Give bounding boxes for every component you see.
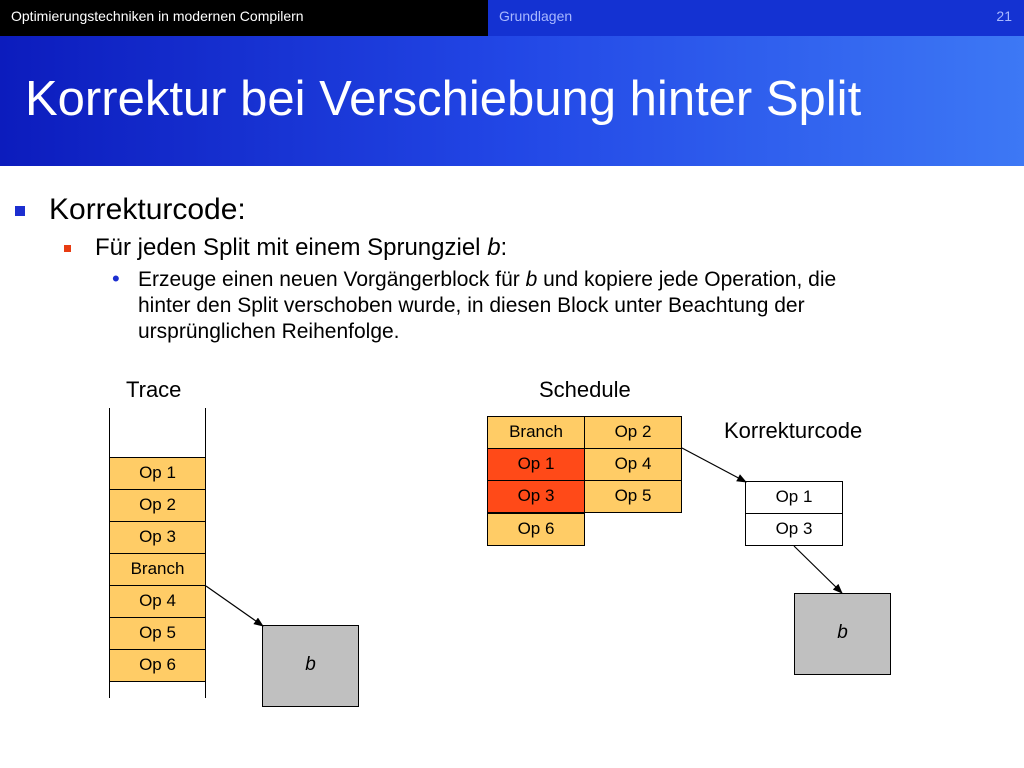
schedule-op-5: Op 5 <box>584 480 682 513</box>
korrektur-op-1: Op 1 <box>745 481 843 514</box>
schedule-op-2: Op 2 <box>584 416 682 449</box>
slide-title: Korrektur bei Verschiebung hinter Split <box>25 72 862 126</box>
schedule-op-4: Op 4 <box>584 448 682 481</box>
trace-branch: Branch <box>109 553 206 586</box>
trace-label: Trace <box>126 377 182 402</box>
schedule-branch: Branch <box>487 416 585 449</box>
trace-op-2: Op 2 <box>109 489 206 522</box>
bullet-level2-var: b <box>487 234 501 261</box>
trace-op-3: Op 3 <box>109 521 206 554</box>
trace-op-1: Op 1 <box>109 457 206 490</box>
trace-op-4: Op 4 <box>109 585 206 618</box>
bullet-level3-var: b <box>525 268 538 291</box>
bullet-level3-line3: ursprünglichen Reihenfolge. <box>138 320 400 343</box>
trace-op-6: Op 6 <box>109 649 206 682</box>
bullet-level3-line2: hinter den Split verschoben wurde, in diesen Block unter Beachtung der <box>138 294 805 317</box>
course-title: Optimierungstechniken in modernen Compilern <box>0 0 488 36</box>
trace-target-block: b <box>262 625 359 707</box>
page-number: 21 <box>996 8 1012 24</box>
bullet-level3-prefix: Erzeuge einen neuen Vorgängerblock für <box>138 268 526 291</box>
schedule-label: Schedule <box>539 377 631 402</box>
korrektur-to-target-arrow <box>794 546 842 593</box>
bullet-level3-suffix: und kopiere jede Operation, die <box>537 268 837 291</box>
schedule-op-3-moved: Op 3 <box>487 480 585 513</box>
bullet-level3-marker: • <box>112 266 120 291</box>
trace-branch-arrow <box>206 586 263 626</box>
trace-op-5: Op 5 <box>109 617 206 650</box>
bullet-level2-prefix: Für jeden Split mit einem Sprungziel <box>95 234 488 261</box>
korrekturcode-label: Korrekturcode <box>724 418 863 443</box>
schedule-op-1-moved: Op 1 <box>487 448 585 481</box>
schedule-target-block: b <box>794 593 891 675</box>
schedule-op-6: Op 6 <box>487 513 585 546</box>
bullet-level2-suffix: : <box>500 234 508 261</box>
bullet-level1-text: Korrekturcode: <box>49 193 246 226</box>
korrektur-op-3: Op 3 <box>745 513 843 546</box>
section-title: Grundlagen <box>499 8 573 24</box>
schedule-branch-arrow <box>682 448 746 482</box>
